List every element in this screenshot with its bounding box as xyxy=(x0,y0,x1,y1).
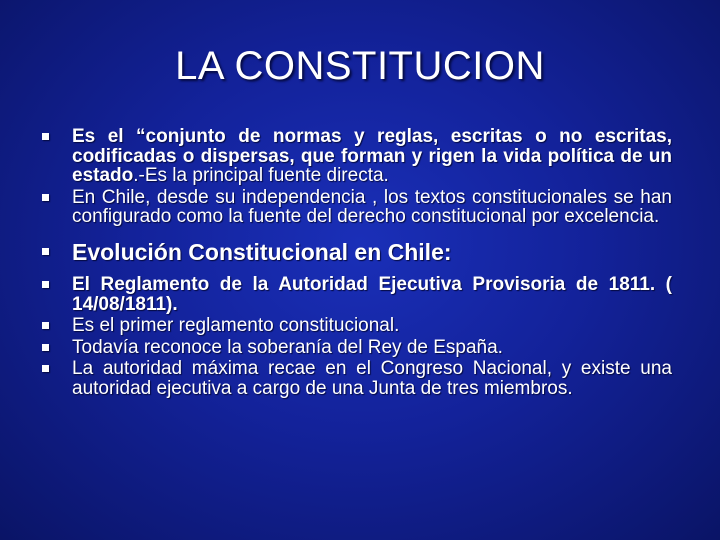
square-bullet-icon xyxy=(42,322,49,329)
bullet-item-soberania xyxy=(40,338,672,358)
square-bullet-icon xyxy=(42,133,49,140)
bullet-list xyxy=(40,127,672,399)
section-heading: Evolución Constitucional en Chile: xyxy=(72,238,452,265)
square-bullet-icon xyxy=(42,248,49,255)
square-bullet-icon xyxy=(42,194,49,201)
bullet-item-definition xyxy=(40,127,672,186)
slide-title: LA CONSTITUCION xyxy=(175,44,545,88)
bullet-text: Todavía reconoce la soberanía del Rey de España. xyxy=(72,336,503,358)
square-bullet-icon xyxy=(42,344,49,351)
bullet-text: Es el primer reglamento constitucional. xyxy=(72,315,400,337)
bullet-text: En Chile, desde su independencia , los textos constitucionales se han configurado como la fuente del derecho constitucional por excelencia. xyxy=(72,186,672,228)
bullet-item-chile xyxy=(40,188,672,227)
bullet-text: La autoridad máxima recae en el Congreso Nacional, y existe una autoridad ejecutiva a cargo de una Junta de tres miembros. xyxy=(72,358,672,399)
definition-bold-text: Es el “conjunto de normas y reglas, escritas o no escritas, codificadas o dispersas, que forman y rigen la vida política de un estado xyxy=(72,126,672,187)
definition-rest-text: .-Es la principal fuente directa. xyxy=(133,165,389,187)
bullet-item-heading xyxy=(40,239,672,265)
square-bullet-icon xyxy=(42,281,49,288)
bullet-text: El Reglamento de la Autoridad Ejecutiva Provisoria de 1811. ( 14/08/1811). xyxy=(72,273,672,315)
bullet-item-autoridad xyxy=(40,359,672,398)
bullet-item-reglamento xyxy=(40,275,672,314)
square-bullet-icon xyxy=(42,365,49,372)
bullet-item-primer xyxy=(40,316,672,336)
